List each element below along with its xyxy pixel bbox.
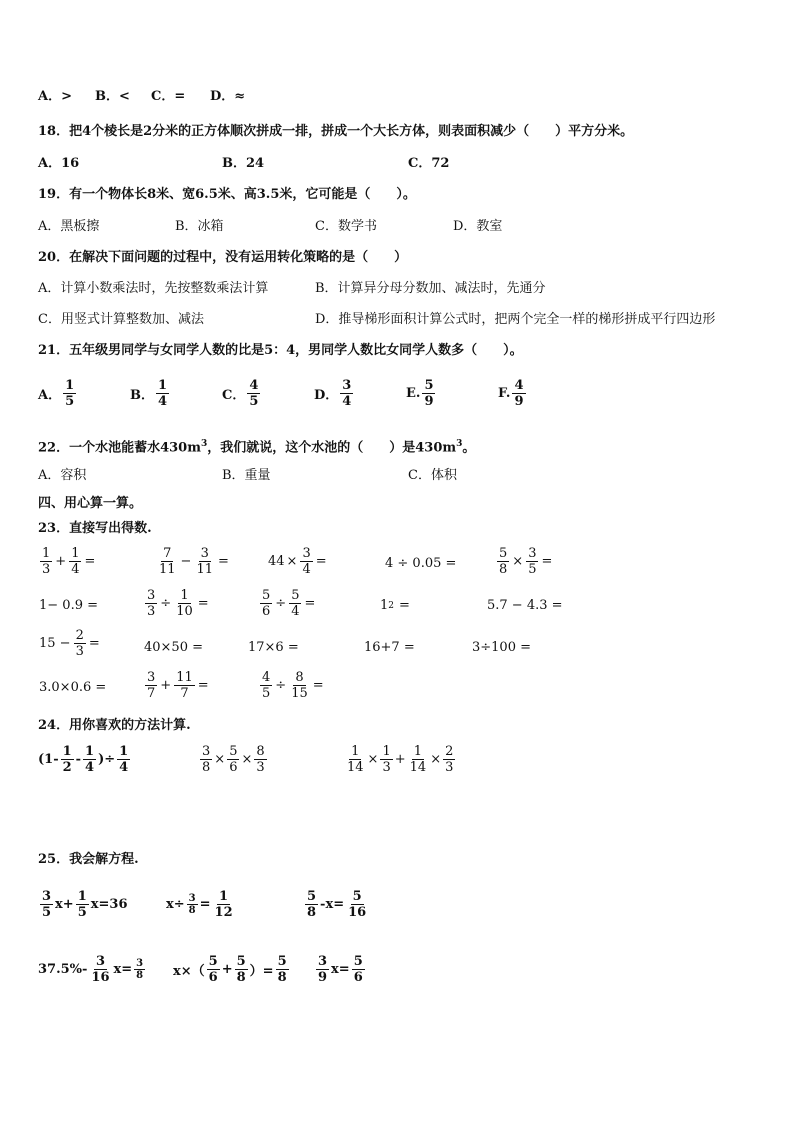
q18-stem: 18．把4个棱长是2分米的正方体顺次拼成一排，拼成一个大长方体，则表面积减少（ ）平方分米。 (38, 124, 634, 139)
q20-option-d[interactable]: D．推导梯形面积计算公式时，把两个完全一样的梯形拼成平行四边形 (315, 312, 716, 327)
q24-expr-3: $\frac{1}{14}$ × $\frac{1}{3}$ + $\frac{1}{14}$ × $\frac{2}{3}$ (347, 744, 454, 775)
q25-eq-4: 37.5%- $\frac{3}{16}$ x= $\frac{3}{8}$ (38, 954, 144, 985)
q21-option-b[interactable]: B． $\frac{1}{4}$ (130, 378, 168, 409)
q21-option-c[interactable]: C． $\frac{4}{5}$ (222, 378, 259, 409)
q21-stem: 21．五年级男同学与女同学人数的比是5：4，男同学人数比女同学人数多（ ）。 (38, 343, 523, 358)
q18-option-a[interactable]: A．16 (38, 156, 80, 171)
q23-expr-15: 3÷100 = (472, 640, 532, 655)
q21-option-a[interactable]: A． $\frac{1}{5}$ (38, 378, 75, 409)
q20-stem: 20．在解决下面问题的过程中，没有运用转化策略的是（ ） (38, 250, 408, 265)
q23-expr-1: $\frac{1}{3}$ + $\frac{1}{4}$ = (42, 546, 96, 577)
q18-option-b[interactable]: B．24 (222, 156, 265, 171)
q23-expr-2: $\frac{7}{11}$ − $\frac{3}{11}$ = (159, 546, 229, 577)
q22-option-c[interactable]: C．体积 (408, 468, 457, 483)
q23-expr-9: 1 2 = (380, 598, 410, 613)
q19-option-c[interactable]: C．数学书 (315, 219, 377, 234)
section-title: 四、用心算一算。 (38, 496, 143, 511)
q18-option-c[interactable]: C．72 (408, 156, 450, 171)
q23-expr-4: 4 ÷ 0.05 = (385, 556, 457, 571)
q23-stem: 23．直接写出得数. (38, 521, 152, 536)
q23-expr-10: 5.7 − 4.3 = (487, 598, 563, 613)
q20-option-c[interactable]: C．用竖式计算整数加、减法 (38, 312, 204, 327)
q24-stem: 24．用你喜欢的方法计算. (38, 718, 191, 733)
q21-option-f[interactable]: F. $\frac{4}{9}$ (498, 378, 524, 409)
q23-expr-16: 3.0×0.6 = (39, 680, 107, 695)
q25-eq-1: $\frac{3}{5}$ x+ $\frac{1}{5}$ x=36 (42, 889, 128, 920)
q23-expr-11: 15 − $\frac{2}{3}$ = (39, 628, 100, 659)
q19-stem: 19．有一个物体长8米、宽6.5米、高3.5米，它可能是（ ）。 (38, 187, 416, 202)
q23-expr-17: $\frac{3}{7}$ + $\frac{11}{7}$ = (147, 670, 209, 701)
q19-option-b[interactable]: B．冰箱 (175, 219, 224, 234)
q25-eq-3: $\frac{5}{8}$ -x= $\frac{5}{16}$ (307, 889, 367, 920)
q23-expr-13: 17×6 = (248, 640, 299, 655)
q23-expr-6: 1− 0.9 = (39, 598, 98, 613)
q20-option-a[interactable]: A．计算小数乘法时，先按整数乘法计算 (38, 281, 269, 296)
q20-option-b[interactable]: B．计算异分母分数加、减法时，先通分 (315, 281, 546, 296)
q23-expr-3: 44 × $\frac{3}{4}$ = (268, 546, 327, 577)
q17-option-c[interactable]: C．= (151, 89, 186, 104)
q17-option-b[interactable]: B．< (95, 89, 130, 104)
q23-expr-12: 40×50 = (144, 640, 204, 655)
q25-eq-6: $\frac{3}{9}$ x= $\frac{5}{6}$ (318, 954, 363, 985)
q23-expr-7: $\frac{3}{3}$ ÷ $\frac{1}{10}$ = (147, 588, 209, 619)
q17-option-d[interactable]: D．≈ (210, 89, 246, 104)
q22-option-a[interactable]: A．容积 (38, 468, 87, 483)
q21-option-e[interactable]: E. $\frac{5}{9}$ (406, 378, 434, 409)
q25-eq-5: x×（ $\frac{5}{6}$ + $\frac{5}{8}$ ）= $\frac{5}{8}$ (173, 954, 287, 985)
q19-option-d[interactable]: D．教室 (453, 219, 503, 234)
q23-expr-18: $\frac{4}{5}$ ÷ $\frac{8}{15}$ = (262, 670, 324, 701)
q21-option-d[interactable]: D． $\frac{3}{4}$ (314, 378, 352, 409)
q23-expr-14: 16+7 = (364, 640, 415, 655)
q23-expr-8: $\frac{5}{6}$ ÷ $\frac{5}{4}$ = (262, 588, 316, 619)
q22-option-b[interactable]: B．重量 (222, 468, 271, 483)
q23-expr-5: $\frac{5}{8}$ × $\frac{3}{5}$ = (499, 546, 553, 577)
q25-eq-2: x÷ $\frac{3}{8}$ = $\frac{1}{12}$ (166, 889, 233, 920)
q25-stem: 25．我会解方程. (38, 852, 139, 867)
q19-option-a[interactable]: A．黑板擦 (38, 219, 100, 234)
q24-expr-2: $\frac{3}{8}$ × $\frac{5}{6}$ × $\frac{8}{3}$ (202, 744, 265, 775)
q22-stem: 22．一个水池能蓄水$430m^3$，我们就说，这个水池的（ ）是$430m^3$。 (38, 439, 476, 456)
q24-expr-1: (1- $\frac{1}{2}$ - $\frac{1}{4}$ )÷ $\frac{1}{4}$ (38, 744, 129, 775)
q17-option-a[interactable]: A．> (38, 89, 72, 104)
